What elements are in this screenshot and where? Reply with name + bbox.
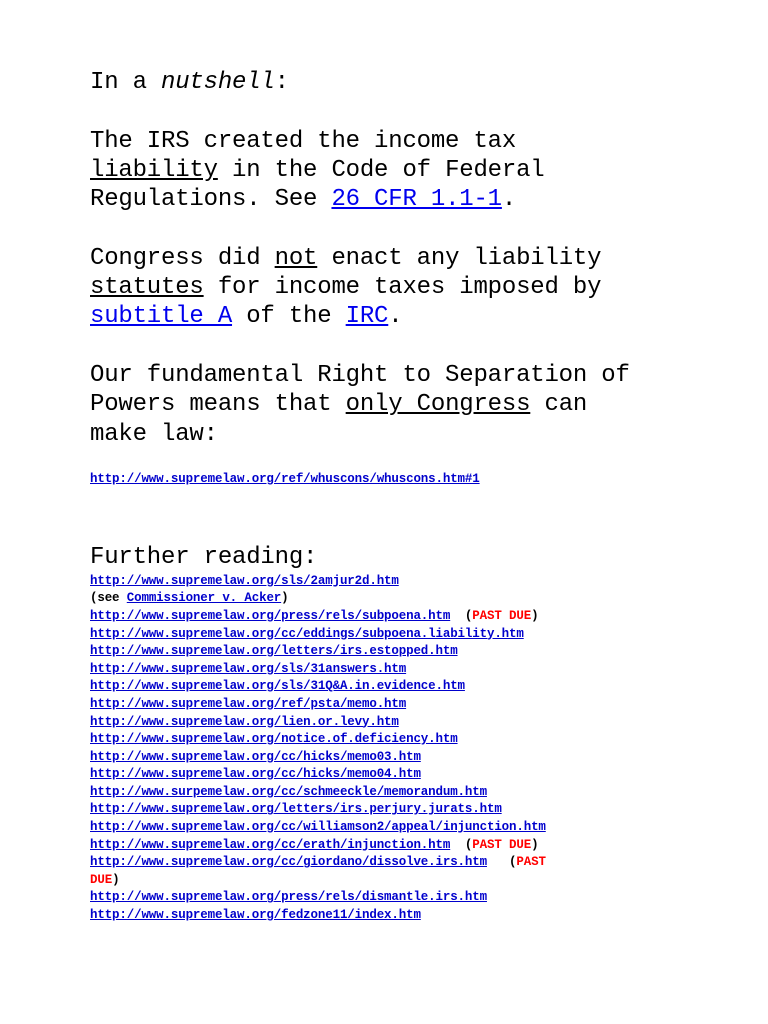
not-underlined: not — [274, 244, 318, 272]
see-close: ) — [281, 591, 289, 606]
statutes-underlined: statutes — [90, 274, 204, 302]
p2-period: . — [388, 303, 403, 331]
p3-text: can — [530, 391, 588, 419]
nutshell-emphasis: nutshell — [161, 69, 275, 96]
link-erath-injunction[interactable]: http://www.supremelaw.org/cc/erath/injunction.htm — [90, 837, 451, 852]
paren-open: ( — [464, 608, 473, 623]
p1-text: The IRS created the income tax — [90, 127, 517, 155]
paren-close: ) — [112, 872, 120, 887]
only-congress-underlined: only Congress — [345, 391, 531, 419]
p2-text: Congress did — [90, 244, 275, 272]
p3-text: Our fundamental Right to Separation of — [90, 361, 630, 389]
paren-open: ( — [509, 855, 517, 870]
link-dismantle-irs[interactable]: http://www.supremelaw.org/press/rels/dismantle.irs.htm — [90, 890, 487, 905]
link-williamson2-injunction[interactable]: http://www.supremelaw.org/cc/williamson2/appeal/injunction.htm — [90, 820, 546, 835]
whuscons-row — [90, 471, 750, 489]
paren-close: ) — [531, 837, 539, 852]
due-badge: DUE — [90, 872, 113, 887]
link-hicks-memo03[interactable]: http://www.supremelaw.org/cc/hicks/memo03.htm — [90, 749, 421, 764]
paragraph-separation-of-powers — [90, 361, 750, 449]
p2-text: of the — [232, 303, 346, 331]
link-psta-memo[interactable]: http://www.supremelaw.org/ref/psta/memo.htm — [90, 696, 407, 711]
paren-close: ) — [531, 608, 539, 623]
p3-text: Powers means that — [90, 391, 346, 419]
further-reading-list — [90, 573, 750, 925]
past-badge: PAST — [516, 855, 546, 870]
commissioner-acker-link[interactable]: Commissioner v. Acker — [126, 591, 282, 606]
link-fedzone11-index[interactable]: http://www.supremelaw.org/fedzone11/index.htm — [90, 908, 421, 923]
link-lien-or-levy[interactable]: http://www.supremelaw.org/lien.or.levy.htm — [90, 714, 399, 729]
past-due-badge: PAST DUE — [472, 608, 532, 623]
paren-open: ( — [464, 837, 473, 852]
link-irs-perjury-jurats[interactable]: http://www.supremelaw.org/letters/irs.perjury.jurats.htm — [90, 802, 502, 817]
subtitle-a-link[interactable]: subtitle A — [90, 303, 233, 331]
link-giordano-dissolve-irs[interactable]: http://www.supremelaw.org/cc/giordano/dissolve.irs.htm — [90, 855, 487, 870]
document-page — [90, 68, 750, 925]
link-hicks-memo04[interactable]: http://www.supremelaw.org/cc/hicks/memo04.htm — [90, 767, 421, 782]
nutshell-heading — [90, 68, 750, 97]
p2-text: for income taxes imposed by — [203, 274, 602, 302]
paragraph-irs-liability — [90, 127, 750, 215]
cfr-link[interactable]: 26 CFR 1.1-1 — [331, 186, 502, 214]
past-due-badge: PAST DUE — [472, 837, 532, 852]
link-schmeeckle-memorandum[interactable]: http://www.surpemelaw.org/cc/schmeeckle/memorandum.htm — [90, 784, 487, 799]
paragraph-congress — [90, 244, 750, 332]
liability-underlined: liability — [90, 156, 218, 184]
link-notice-of-deficiency[interactable]: http://www.supremelaw.org/notice.of.deficiency.htm — [90, 732, 458, 747]
link-eddings-subpoena-liability[interactable]: http://www.supremelaw.org/cc/eddings/subpoena.liability.htm — [90, 626, 524, 641]
p3-text: make law: — [90, 420, 218, 448]
p1-text: Regulations. See — [90, 186, 332, 214]
p1-text: in the Code of Federal — [217, 156, 545, 184]
link-31answers[interactable]: http://www.supremelaw.org/sls/31answers.htm — [90, 661, 407, 676]
nutshell-colon: : — [274, 69, 289, 96]
p2-text: enact any liability — [317, 244, 602, 272]
p1-period: . — [501, 186, 517, 214]
link-subpoena[interactable]: http://www.supremelaw.org/press/rels/subpoena.htm — [90, 608, 451, 623]
link-31qa-in-evidence[interactable]: http://www.supremelaw.org/sls/31Q&A.in.evidence.htm — [90, 679, 465, 694]
link-irs-estopped[interactable]: http://www.supremelaw.org/letters/irs.estopped.htm — [90, 644, 458, 659]
further-reading-heading: Further reading: — [90, 544, 318, 572]
link-2amjur2d[interactable]: http://www.supremelaw.org/sls/2amjur2d.htm — [90, 573, 399, 588]
nutshell-prefix: In a — [90, 69, 162, 96]
irc-link[interactable]: IRC — [345, 303, 389, 331]
whuscons-link[interactable]: http://www.supremelaw.org/ref/whuscons/whuscons.htm#1 — [90, 471, 480, 486]
see-open: (see — [90, 591, 127, 606]
